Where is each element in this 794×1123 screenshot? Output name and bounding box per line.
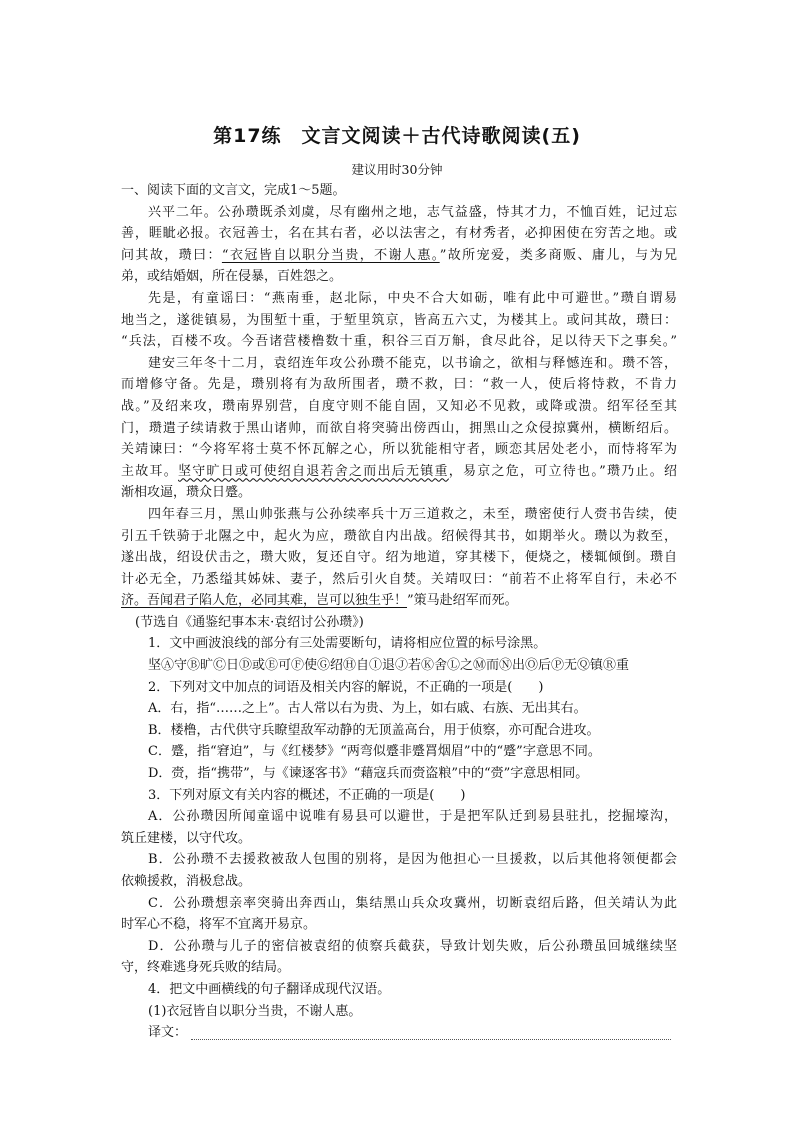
passage-line: 四年春三月，黑山帅张燕与公孙续率兵十万三道救之，未至，瓒密使行人赍书告续，使 bbox=[148, 506, 677, 522]
question-1-stem: 1．文中画波浪线的部分有三处需要断句，请将相应位置的标号涂黑。 bbox=[148, 636, 547, 652]
option-a-cont: 筑丘建楼，以守代攻。 bbox=[121, 830, 252, 846]
option-d: D．赍，指“携带”，与《谏逐客书》“藉寇兵而赍盗粮”中的“赍”字意思相同。 bbox=[148, 766, 589, 782]
passage-line: 计必无全，乃悉缢其姊妹、妻子，然后引火自焚。关靖叹曰：“前若不止将军自行，未必不 bbox=[121, 571, 677, 587]
underlined-sentence: “衣冠皆自以职分当贵，不谢人惠。 bbox=[221, 247, 440, 263]
passage-line: 地当之，遂徙镇易，为围堑十重，于堑里筑京，皆高五六丈，为楼其上。或问其故，瓒曰： bbox=[121, 312, 677, 328]
option-b: B．楼橹，古代供守兵瞭望敌军动静的无顶盖高台，用于侦察，亦可配合进攻。 bbox=[148, 722, 600, 738]
passage-line: 先是，有童谣曰：“燕南垂，赵北际，中央不合大如砺，唯有此中可避世。”瓒自谓易 bbox=[148, 290, 677, 306]
answer-label: 译文： bbox=[148, 1025, 188, 1041]
passage-line: 主故耳。坚守旷日或可使绍自退若舍之而出后无镇重，易京之危，可立待也。”瓒乃止。绍 bbox=[121, 463, 677, 479]
time-suggestion: 建议用时30分钟 bbox=[351, 162, 443, 177]
section-heading: 一、阅读下面的文言文，完成1～5题。 bbox=[121, 183, 346, 198]
option-b: B．公孙瓒不去援救被敌人包围的别将，是因为他担心一旦援救，以后其他将领便都会 bbox=[148, 852, 677, 868]
option-c: C．公孙瓒想亲率突骑出奔西山，集结黑山兵众攻冀州，切断袁绍后路，但关靖认为此 bbox=[148, 895, 677, 911]
passage-line: 而增修守备。先是，瓒别将有为敌所围者，瓒不救，曰：“救一人，使后将恃救，不肯力 bbox=[121, 377, 677, 393]
passage-line: 关靖谏曰：“今将军将士莫不怀瓦解之心，所以犹能相守者，顾恋其居处老小，而恃将军为 bbox=[121, 442, 677, 458]
answer-line bbox=[121, 1022, 677, 1044]
option-d-cont: 守，终难逃身死兵败的结局。 bbox=[121, 960, 291, 976]
option-a: A．公孙瓒因所闻童谣中说唯有易县可以避世，于是把军队迁到易县驻扎，挖掘壕沟， bbox=[148, 809, 677, 825]
document-body bbox=[121, 180, 677, 1044]
option-b-cont: 依赖援救，消极怠战。 bbox=[121, 874, 252, 889]
question-3-stem: 3．下列对原文有关内容的概述，不正确的一项是( ) bbox=[148, 787, 466, 803]
answer-blank[interactable] bbox=[191, 1025, 671, 1040]
passage-line: 兴平二年。公孙瓒既杀刘虞，尽有幽州之地，志气益盛，恃其才力，不恤百姓，记过忘 bbox=[148, 204, 677, 220]
source-note: (节选自《通鉴纪事本末·袁绍讨公孙瓒》) bbox=[135, 614, 364, 630]
option-d: D．公孙瓒与儿子的密信被袁绍的侦察兵截获，导致计划失败，后公孙瓒虽回城继续坚 bbox=[148, 938, 677, 954]
passage-line: 战。”及绍来攻，瓒南界别营，自度守则不能自固，又知必不见救，或降或溃。绍军径至其 bbox=[121, 398, 677, 414]
passage-line: 弟，或结婚姻，所在侵暴，百姓怨之。 bbox=[121, 269, 343, 285]
passage-line: 引五千铁骑于北隰之中，起火为应，瓒欲自内出战。绍候得其书，如期举火。瓒以为救至， bbox=[121, 528, 677, 544]
passage-line: “兵法，百楼不攻。今吾诸营楼橹数十重，积谷三百万斛，食尽此谷，足以待天下之事矣。” bbox=[121, 334, 677, 350]
question-4-stem: 4．把文中画横线的句子翻译成现代汉语。 bbox=[148, 981, 391, 997]
question-4-item-1: (1)衣冠皆自以职分当贵，不谢人惠。 bbox=[148, 1003, 362, 1019]
passage-line: 善，睚眦必报。衣冠善士，名在其右者，必以法害之，有材秀者，必抑困使在穷苦之地。或 bbox=[121, 226, 677, 242]
question-2-stem: 2．下列对文中加点的词语及相关内容的解说，不正确的一项是( ) bbox=[148, 679, 544, 695]
page-title: 第17练 文言文阅读＋古代诗歌阅读(五) bbox=[213, 125, 581, 147]
passage-line: 济。吾闻君子陷人危，必同其难，岂可以独生乎！”策马赴绍军而死。 bbox=[121, 593, 518, 609]
underlined-sentence: 济。吾闻君子陷人危，必同其难，岂可以独生乎！ bbox=[121, 593, 408, 609]
option-c-cont: 时军心不稳，将军不宜离开易京。 bbox=[121, 917, 317, 933]
passage-line: 建安三年冬十二月，袁绍连年攻公孙瓒不能克，以书谕之，欲相与释憾连和。瓒不答， bbox=[148, 355, 677, 371]
question-1-marked-text: 坚Ⓐ守Ⓑ旷Ⓒ日Ⓓ或Ⓔ可Ⓕ使Ⓖ绍Ⓗ自Ⓘ退Ⓙ若Ⓚ舍Ⓛ之Ⓜ而Ⓝ出Ⓞ后Ⓟ无Ⓠ镇Ⓡ重 bbox=[148, 658, 630, 674]
passage-line: 遂出战，绍设伏击之，瓒大败，复还自守。绍为地道，穿其楼下，便烧之，楼辄倾倒。瓒自 bbox=[121, 550, 677, 566]
passage-line: 渐相攻逼，瓒众日蹙。 bbox=[121, 485, 252, 501]
wavy-underlined-text: 坚守旷日或可使绍自退若舍之而出后无镇重 bbox=[178, 463, 449, 479]
passage-line: 问其故，瓒曰：“衣冠皆自以职分当贵，不谢人惠。”故所宠爱，类多商贩、庸儿，与为兄 bbox=[121, 247, 677, 263]
option-a: A．右，指“……之上”。古人常以右为贵、为上，如右戚、右族、无出其右。 bbox=[148, 701, 587, 717]
passage-line: 门，瓒遣子续请救于黑山诸帅，而欲自将突骑出傍西山，拥黑山之众侵掠冀州，横断绍后。 bbox=[121, 420, 677, 436]
option-c: C．蹙，指“窘迫”，与《红楼梦》“两弯似蹙非蹙罥烟眉”中的“蹙”字意思不同。 bbox=[148, 744, 601, 760]
